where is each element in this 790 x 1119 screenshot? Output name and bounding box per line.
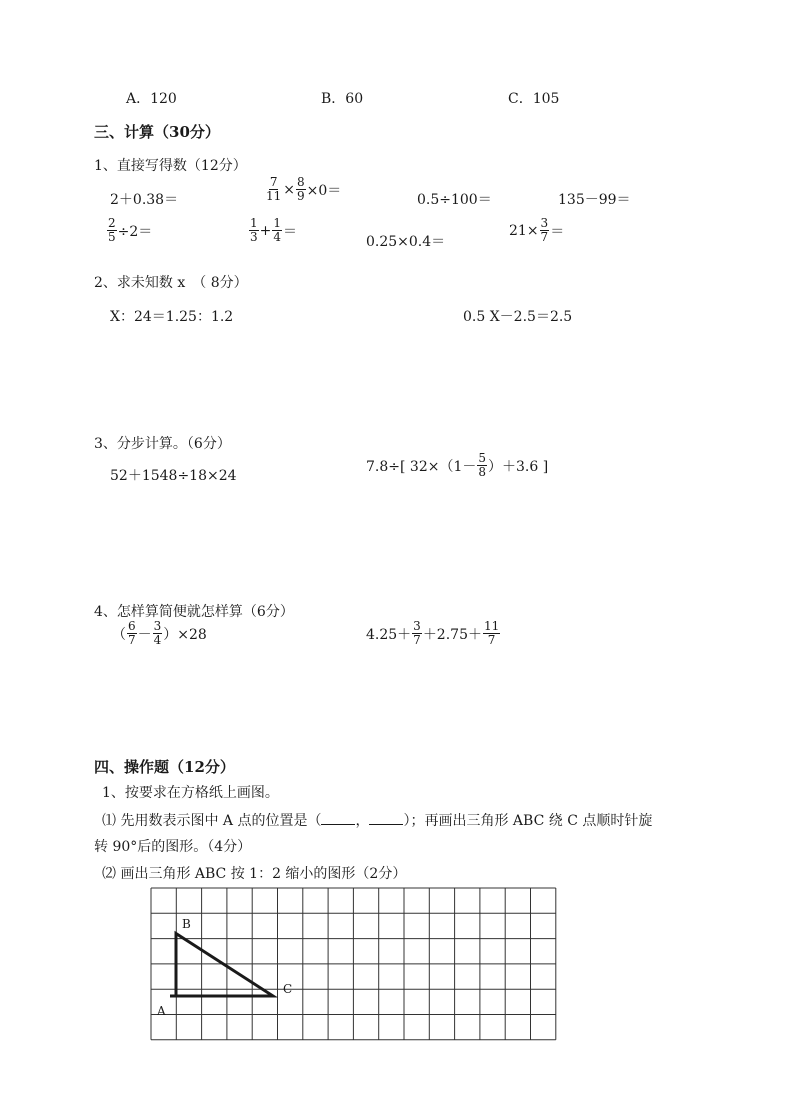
q4-title: 4、怎样算简便就怎样算（6分） [94, 604, 294, 620]
section-3-title: 三、计算（30分） [94, 123, 220, 141]
q1-expr-7: 0.25×0.4＝ [366, 234, 446, 250]
op-part-2: ⑵ 画出三角形 ABC 按 1：2 缩小的图形（2分） [102, 866, 407, 882]
fraction: $\frac{3}{7}$ [413, 619, 421, 647]
option-b: B．60 [321, 91, 364, 107]
fraction: $\frac{3}{4}$ [153, 619, 162, 647]
q4-expr-2: 4.25＋ $\frac{3}{7}$ ＋2.75＋ $\frac{11}{7}$ [366, 619, 500, 647]
label-a: A [157, 1004, 166, 1018]
fraction: $\frac{7}{11}$ [266, 175, 282, 203]
q4-expr-1: （ $\frac{6}{7}$ － $\frac{3}{4}$ ）×28 [112, 619, 207, 647]
q1-expr-6: $\frac{1}{3}$ + $\frac{1}{4}$ ＝ [250, 216, 298, 244]
q1-expr-5: $\frac{2}{5}$ ÷2＝ [108, 216, 153, 244]
label-b: B [182, 917, 191, 931]
fraction: $\frac{1}{3}$ [250, 216, 258, 244]
q3-title: 3、分步计算。（6分） [94, 436, 231, 452]
fraction: $\frac{3}{7}$ [540, 216, 549, 244]
op-q1-title: 1、按要求在方格纸上画图。 [102, 785, 279, 801]
q1-expr-4: 135－99＝ [558, 192, 631, 208]
op-part-1-line-1: ⑴ 先用数表示图中 A 点的位置是（ ， ）；再画出三角形 ABC 绕 C 点顺时针旋 [102, 813, 653, 829]
op-part-1-line-2: 转 90°后的图形。（4分） [94, 839, 252, 855]
option-c: C．105 [508, 91, 560, 107]
triangle-abc [176, 934, 273, 997]
answer-blank[interactable] [369, 824, 403, 825]
q1-expr-1: 2＋0.38＝ [110, 192, 179, 208]
fraction: $\frac{2}{5}$ [108, 216, 116, 244]
fraction: $\frac{1}{4}$ [273, 216, 282, 244]
fraction: $\frac{5}{8}$ [478, 451, 486, 479]
q1-title: 1、直接写得数（12分） [94, 158, 247, 174]
q3-expr-2: 7.8÷[ 32×（1－ $\frac{5}{8}$ ）＋3.6 ] [366, 451, 549, 479]
option-a: A．120 [126, 91, 177, 107]
q1-expr-8: 21× $\frac{3}{7}$ ＝ [509, 216, 565, 244]
fraction: $\frac{11}{7}$ [483, 619, 500, 647]
q2-title: 2、求未知数 x （ 8分） [94, 275, 248, 291]
grid-paper [150, 887, 558, 1043]
q1-expr-2: $\frac{7}{11}$ × $\frac{8}{9}$ ×0＝ [266, 175, 342, 203]
fraction: $\frac{6}{7}$ [128, 619, 136, 647]
q3-expr-1: 52＋1548÷18×24 [110, 468, 237, 484]
answer-blank[interactable] [321, 824, 355, 825]
grid-lines [151, 888, 556, 1040]
label-c: C [283, 982, 293, 996]
fraction: $\frac{8}{9}$ [297, 175, 305, 203]
q2-expr-1: X：24＝1.25：1.2 [110, 309, 234, 325]
q1-expr-3: 0.5÷100＝ [417, 192, 492, 208]
section-4-title: 四、操作题（12分） [94, 758, 235, 776]
q2-expr-2: 0.5 X－2.5＝2.5 [463, 309, 573, 325]
